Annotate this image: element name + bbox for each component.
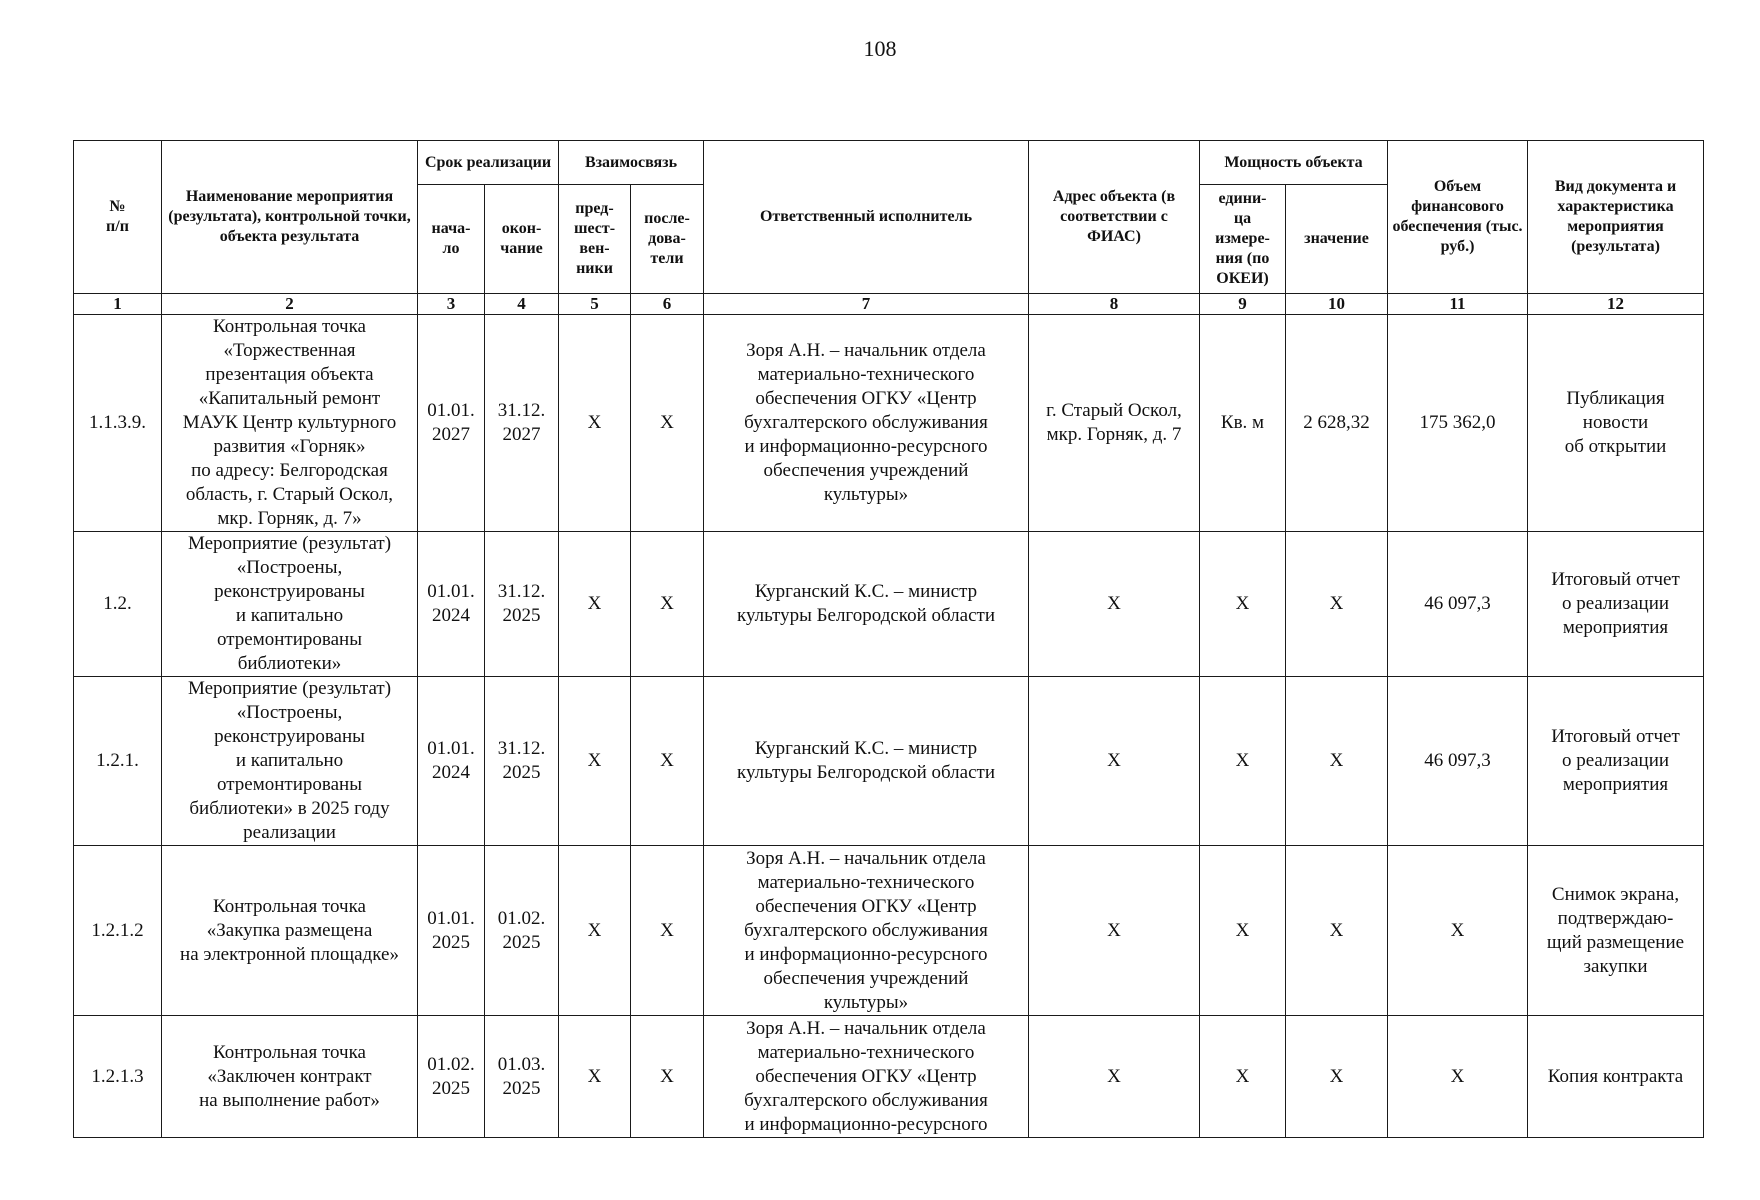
row-finance: 175 362,0 xyxy=(1388,315,1528,532)
row-next: X xyxy=(631,1016,704,1138)
row-doc: Итоговый отчет о реализации мероприятия xyxy=(1528,677,1704,846)
row-start: 01.01. 2027 xyxy=(418,315,485,532)
table-row xyxy=(74,846,1704,1016)
header-period: Срок реализации xyxy=(418,141,559,185)
table-row xyxy=(74,1016,1704,1138)
row-name: Мероприятие (результат) «Построены, реконструированы и капитально отремонтированы библиотеки» xyxy=(162,532,418,677)
row-num: 1.1.3.9. xyxy=(74,315,162,532)
header-capacity-unit: едини- ца измере- ния (по ОКЕИ) xyxy=(1200,185,1286,294)
table-header xyxy=(74,141,1704,294)
header-relation: Взаимосвязь xyxy=(559,141,704,185)
row-num: 1.2.1. xyxy=(74,677,162,846)
row-name: Контрольная точка «Закупка размещена на электронной площадке» xyxy=(162,846,418,1016)
column-number: 5 xyxy=(559,294,631,315)
column-number: 4 xyxy=(485,294,559,315)
row-prev: X xyxy=(559,1016,631,1138)
page-number: 108 xyxy=(863,36,897,61)
row-finance: X xyxy=(1388,1016,1528,1138)
row-finance: 46 097,3 xyxy=(1388,532,1528,677)
row-executor: Курганский К.С. – министр культуры Белгородской области xyxy=(704,532,1029,677)
row-executor: Зоря А.Н. – начальник отдела материально-технического обеспечения ОГКУ «Центр бухгалтерского обслуживания и информационно-ресурсного xyxy=(704,1016,1029,1138)
row-prev: X xyxy=(559,315,631,532)
row-start: 01.01. 2025 xyxy=(418,846,485,1016)
row-doc: Публикация новости об открытии xyxy=(1528,315,1704,532)
row-end: 01.03. 2025 xyxy=(485,1016,559,1138)
row-next: X xyxy=(631,846,704,1016)
row-unit: X xyxy=(1200,1016,1286,1138)
row-address: X xyxy=(1029,1016,1200,1138)
row-finance: X xyxy=(1388,846,1528,1016)
header-address: Адрес объекта (в соответствии с ФИАС) xyxy=(1029,141,1200,294)
header-capacity: Мощность объекта xyxy=(1200,141,1388,185)
column-number: 9 xyxy=(1200,294,1286,315)
column-number: 8 xyxy=(1029,294,1200,315)
header-period-start: нача- ло xyxy=(418,185,485,294)
row-executor: Зоря А.Н. – начальник отдела материально-технического обеспечения ОГКУ «Центр бухгалтерского обслуживания и информационно-ресурсного обеспечения учреждений культуры» xyxy=(704,846,1029,1016)
row-finance: 46 097,3 xyxy=(1388,677,1528,846)
row-num: 1.2.1.3 xyxy=(74,1016,162,1138)
column-number: 6 xyxy=(631,294,704,315)
table-row xyxy=(74,532,1704,677)
header-relation-prev: пред- шест- вен- ники xyxy=(559,185,631,294)
row-end: 31.12. 2025 xyxy=(485,677,559,846)
row-executor: Курганский К.С. – министр культуры Белгородской области xyxy=(704,677,1029,846)
row-address: X xyxy=(1029,532,1200,677)
row-prev: X xyxy=(559,677,631,846)
row-next: X xyxy=(631,677,704,846)
row-name: Контрольная точка «Торжественная презентация объекта «Капитальный ремонт МАУК Центр культурного развития «Горняк» по адресу: Белгородская область, г. Старый Оскол, мкр. Горняк, д. 7» xyxy=(162,315,418,532)
column-number: 1 xyxy=(74,294,162,315)
row-num: 1.2. xyxy=(74,532,162,677)
column-number: 12 xyxy=(1528,294,1704,315)
row-value: X xyxy=(1286,846,1388,1016)
row-end: 31.12. 2025 xyxy=(485,532,559,677)
row-start: 01.02. 2025 xyxy=(418,1016,485,1138)
column-number-row xyxy=(74,294,1704,315)
row-doc: Итоговый отчет о реализации мероприятия xyxy=(1528,532,1704,677)
column-number: 2 xyxy=(162,294,418,315)
row-executor: Зоря А.Н. – начальник отдела материально-технического обеспечения ОГКУ «Центр бухгалтерского обслуживания и информационно-ресурсного обеспечения учреждений культуры» xyxy=(704,315,1029,532)
column-number: 10 xyxy=(1286,294,1388,315)
row-name: Мероприятие (результат) «Построены, реконструированы и капитально отремонтированы библиотеки» в 2025 году реализации xyxy=(162,677,418,846)
row-name: Контрольная точка «Заключен контракт на выполнение работ» xyxy=(162,1016,418,1138)
row-next: X xyxy=(631,532,704,677)
header-relation-next: после- дова- тели xyxy=(631,185,704,294)
table-row xyxy=(74,677,1704,846)
row-end: 31.12. 2027 xyxy=(485,315,559,532)
table-row xyxy=(74,315,1704,532)
row-next: X xyxy=(631,315,704,532)
header-doc: Вид документа и характеристика мероприятия (результата) xyxy=(1528,141,1704,294)
row-unit: X xyxy=(1200,532,1286,677)
row-address: X xyxy=(1029,677,1200,846)
row-unit: X xyxy=(1200,677,1286,846)
row-address: г. Старый Оскол, мкр. Горняк, д. 7 xyxy=(1029,315,1200,532)
row-value: X xyxy=(1286,1016,1388,1138)
header-name: Наименование мероприятия (результата), контрольной точки, объекта результата xyxy=(162,141,418,294)
row-value: 2 628,32 xyxy=(1286,315,1388,532)
header-period-end: окон- чание xyxy=(485,185,559,294)
plan-table xyxy=(73,140,1704,1138)
row-prev: X xyxy=(559,532,631,677)
row-value: X xyxy=(1286,532,1388,677)
row-num: 1.2.1.2 xyxy=(74,846,162,1016)
row-doc: Копия контракта xyxy=(1528,1016,1704,1138)
row-unit: Кв. м xyxy=(1200,315,1286,532)
row-doc: Снимок экрана, подтверждаю- щий размещение закупки xyxy=(1528,846,1704,1016)
row-value: X xyxy=(1286,677,1388,846)
header-capacity-value: значение xyxy=(1286,185,1388,294)
column-number: 11 xyxy=(1388,294,1528,315)
row-end: 01.02. 2025 xyxy=(485,846,559,1016)
row-address: X xyxy=(1029,846,1200,1016)
row-start: 01.01. 2024 xyxy=(418,532,485,677)
column-number: 7 xyxy=(704,294,1029,315)
column-number: 3 xyxy=(418,294,485,315)
row-start: 01.01. 2024 xyxy=(418,677,485,846)
header-finance: Объем финансового обеспечения (тыс. руб.) xyxy=(1388,141,1528,294)
row-unit: X xyxy=(1200,846,1286,1016)
row-prev: X xyxy=(559,846,631,1016)
header-num: № п/п xyxy=(74,141,162,294)
header-executor: Ответственный исполнитель xyxy=(704,141,1029,294)
